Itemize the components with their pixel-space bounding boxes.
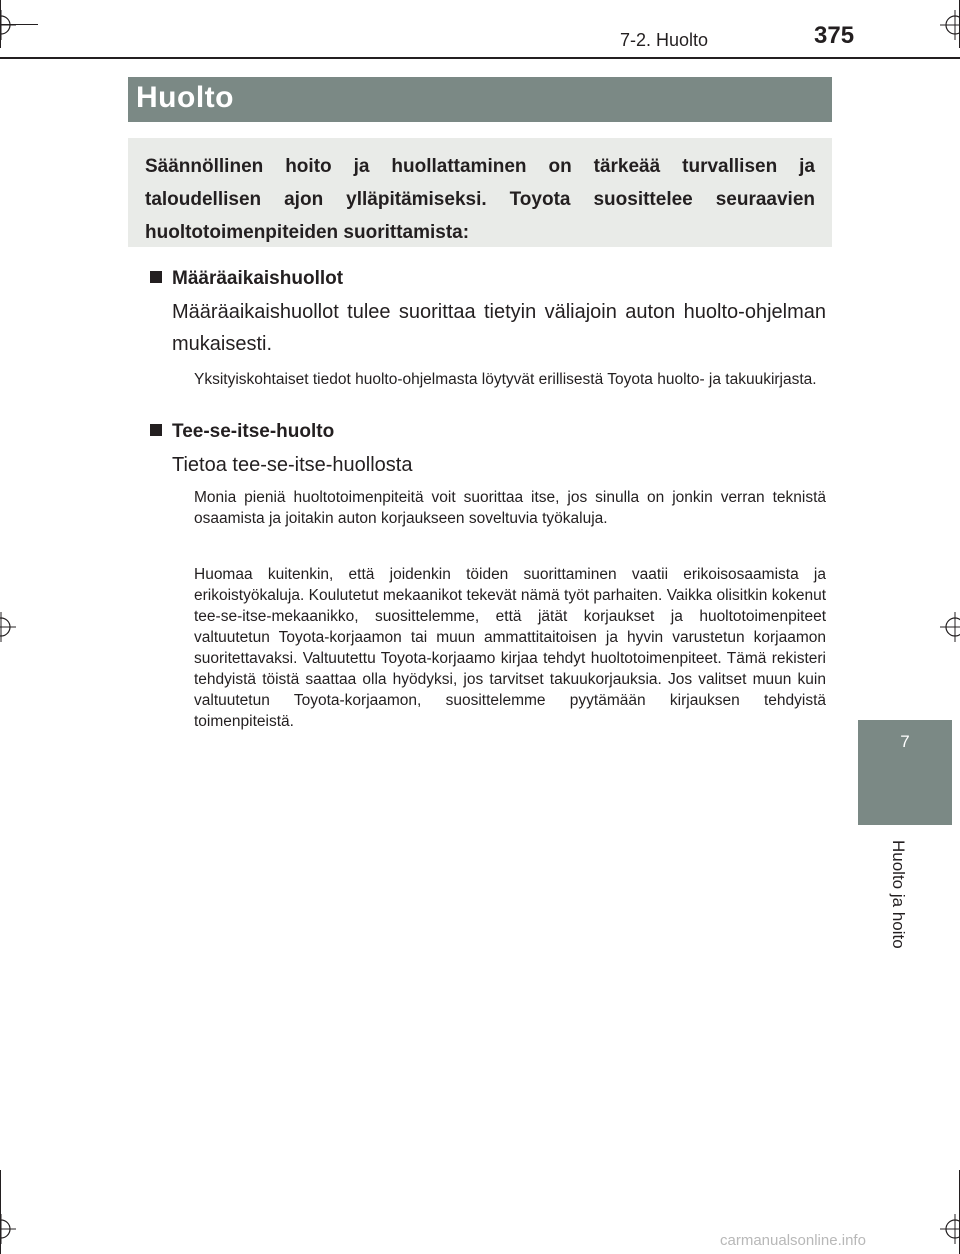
section-heading <box>150 421 334 443</box>
registration-mark-icon <box>940 1214 960 1244</box>
intro-text: Säännöllinen hoito ja huollattaminen on tärkeää turvallisen ja taloudellisen ajon ylläpitämiseksi. Toyota suosittelee seuraavien huoltotoimenpiteiden suorittamista: <box>145 156 815 243</box>
section-note: Huomaa kuitenkin, että joidenkin töiden suorittaminen vaatii erikoisosaamista ja erikoistyökaluja. Koulutetut mekaanikot tekevät nämä työt parhaiten. Vaikka olisitkin kokenut tee-se-itse-mekaanikko, suosittelemme, että jätät korjaukset ja huoltotoimenpiteet valtuutetun Toyota-korjaamon tai muun ammattitaitoisen ja hyvin varustetun korjaamon suoritettavaksi. Valtuutettu Toyota-korjaamo kirjaa tehdyt huoltotoimenpiteet. Tämä rekisteri tehdyistä töistä saattaa olla hyödyksi, jos tarvitset takuukorjauksia. Jos valitset muun kuin valtuutetun Toyota-korjaamon, suosittelemme pyytämään kirjauksen tehdyistä toimenpiteistä. <box>194 566 826 730</box>
crop-mark-bottom-left-v <box>0 1170 1 1254</box>
section-title: 7-2. Huolto <box>620 30 709 50</box>
square-bullet-icon <box>150 271 162 283</box>
section-heading-text: Määräaikaishuollot <box>172 268 344 289</box>
section-note: Monia pieniä huoltotoimenpiteitä voit suorittaa itse, jos sinulla on jonkin verran teknistä osaamista ja joitakin auton korjaukseen soveltuvia työkaluja. <box>194 489 826 527</box>
section-heading-text: Tee-se-itse-huolto <box>172 421 335 442</box>
section-lead: Määräaikaishuollot tulee suorittaa tietyin väliajoin auton huolto-ohjelman mukaisesti. <box>172 301 826 355</box>
page-title: Huolto <box>136 81 234 114</box>
page-number: 375 <box>814 22 855 49</box>
watermark: carmanualsonline.info <box>720 1232 866 1249</box>
chapter-number: 7 <box>900 732 910 751</box>
registration-mark-icon <box>940 10 960 40</box>
intro-box <box>128 138 832 247</box>
chapter-tab <box>858 720 952 825</box>
registration-mark-icon <box>0 1214 16 1244</box>
section-note: Yksityiskohtaiset tiedot huolto-ohjelmasta löytyvät erillisestä Toyota huolto- ja takuukirjasta. <box>194 371 817 388</box>
title-bar <box>128 77 832 122</box>
chapter-title: Huolto ja hoito <box>889 840 908 949</box>
registration-mark-icon <box>940 612 960 642</box>
section-lead: Tietoa tee-se-itse-huollosta <box>172 454 413 476</box>
header-rule <box>0 57 960 59</box>
registration-mark-icon <box>0 10 16 40</box>
section-heading <box>150 268 343 290</box>
square-bullet-icon <box>150 424 162 436</box>
registration-mark-icon <box>0 612 16 642</box>
